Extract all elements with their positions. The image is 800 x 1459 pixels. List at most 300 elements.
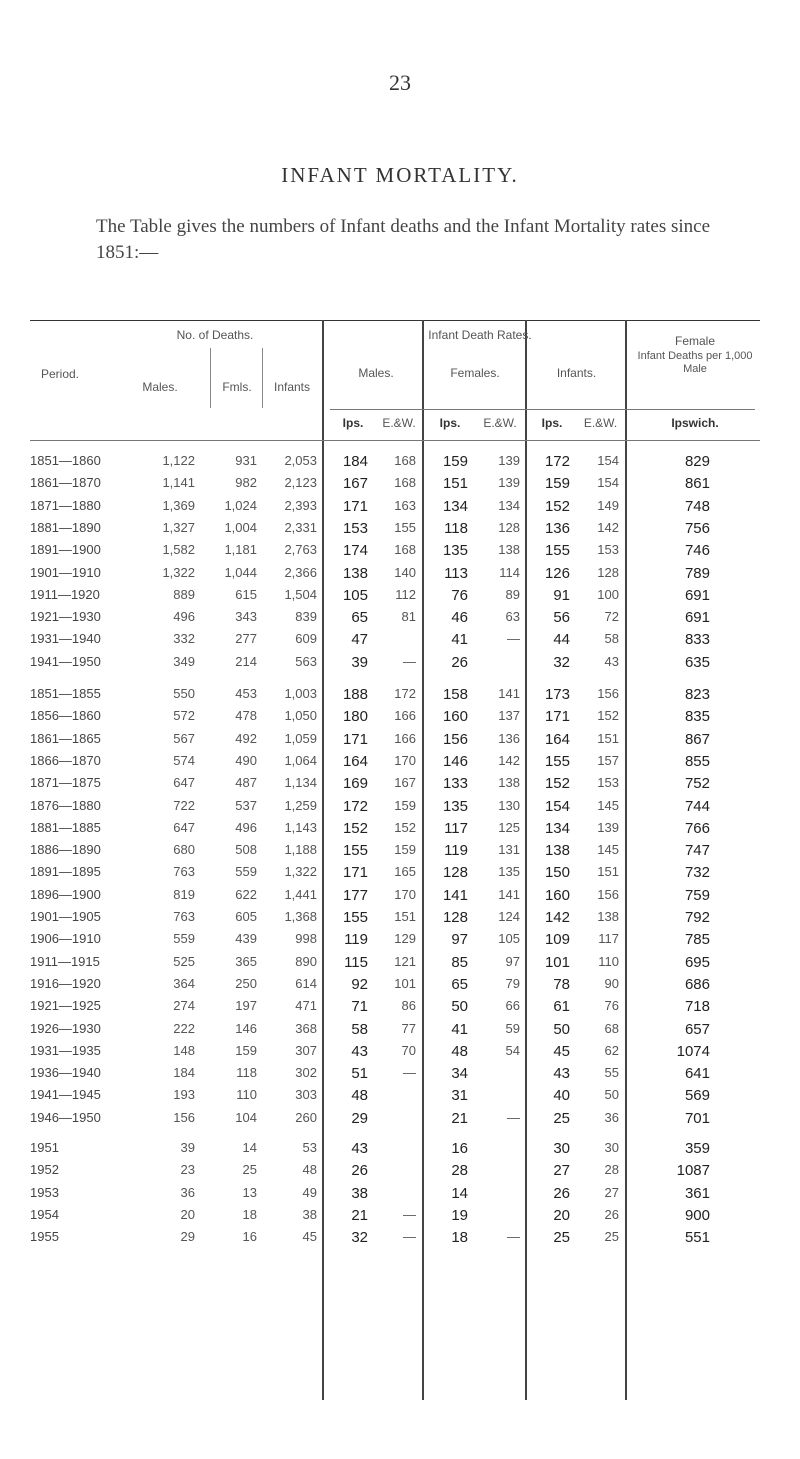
- fmls-cell: 559: [235, 864, 257, 880]
- infants-ips-cell: 159: [544, 475, 570, 493]
- females-ew-cell: 134: [498, 497, 520, 513]
- infants-cell: 2,763: [284, 542, 317, 558]
- males-cell: 222: [173, 1020, 195, 1036]
- females-ew-cell: —: [507, 1109, 520, 1125]
- males-cell: 39: [180, 1140, 195, 1155]
- header-fmls: Fmls.: [222, 380, 252, 394]
- table-row: [30, 1021, 760, 1043]
- males-ips-cell: 171: [342, 864, 368, 882]
- males-cell: 1,122: [162, 453, 195, 468]
- infants-ew-cell: 154: [597, 475, 619, 491]
- table-row: [30, 1043, 760, 1065]
- fmls-cell: 16: [242, 1229, 257, 1245]
- males-ips-cell: 71: [351, 998, 368, 1016]
- infants-cell: 1,134: [284, 775, 317, 791]
- infants-ew-cell: 138: [597, 909, 619, 924]
- males-ew-cell: 163: [394, 497, 416, 513]
- males-ew-cell: 168: [394, 453, 416, 468]
- female-ratio-cell: 785: [684, 931, 710, 949]
- males-ew-cell: 70: [401, 1042, 416, 1058]
- infants-ips-cell: 44: [553, 631, 570, 649]
- infants-ips-cell: 109: [544, 931, 570, 949]
- males-ips-cell: 155: [342, 842, 368, 860]
- fmls-cell: 537: [235, 797, 257, 813]
- males-ips-cell: 43: [351, 1140, 368, 1157]
- males-cell: 1,327: [162, 519, 195, 535]
- infants-ips-cell: 50: [553, 1020, 570, 1038]
- fmls-cell: 25: [242, 1162, 257, 1178]
- males-ips-cell: 167: [342, 475, 368, 493]
- period-cell: 1911—1920: [30, 586, 100, 602]
- table-row: [30, 842, 760, 864]
- females-ew-cell: 63: [505, 609, 520, 625]
- infants-cell: 998: [295, 931, 317, 947]
- females-ew-cell: 59: [505, 1020, 520, 1036]
- males-ew-cell: 151: [394, 909, 416, 924]
- table-row: [30, 820, 760, 842]
- males-ew-cell: 170: [394, 752, 416, 768]
- infants-ew-cell: 43: [604, 653, 619, 669]
- infants-ew-cell: 68: [604, 1020, 619, 1036]
- males-ew-cell: 121: [394, 953, 416, 969]
- males-ips-cell: 184: [342, 453, 368, 470]
- males-ew-cell: 86: [401, 998, 416, 1014]
- female-ratio-cell: 695: [684, 953, 710, 971]
- period-cell: 1861—1870: [30, 475, 101, 491]
- infants-cell: 1,441: [284, 886, 317, 902]
- female-ratio-cell: 792: [684, 909, 710, 926]
- period-cell: 1851—1860: [30, 453, 101, 468]
- infants-cell: 1,003: [284, 686, 317, 701]
- infants-ips-cell: 101: [544, 953, 570, 971]
- table-row: [30, 731, 760, 753]
- subheader-rule: [330, 409, 630, 410]
- period-cell: 1931—1940: [30, 631, 101, 647]
- males-ew-cell: 172: [394, 686, 416, 701]
- infants-ew-cell: 145: [597, 797, 619, 813]
- period-cell: 1891—1895: [30, 864, 101, 880]
- males-ew-cell: 170: [394, 886, 416, 902]
- fmls-cell: 615: [235, 586, 257, 602]
- period-cell: 1881—1890: [30, 519, 101, 535]
- female-ratio-cell: 641: [684, 1065, 710, 1083]
- table-row: [30, 998, 760, 1020]
- period-cell: 1881—1885: [30, 819, 101, 835]
- males-ew-cell: 101: [394, 975, 416, 991]
- header-period: Period.: [40, 367, 80, 381]
- males-ips-cell: 38: [351, 1184, 368, 1202]
- female-ratio-cell: 900: [684, 1206, 710, 1224]
- table-row: [30, 931, 760, 953]
- period-cell: 1951: [30, 1140, 59, 1155]
- fmls-cell: 1,024: [224, 497, 257, 513]
- period-cell: 1941—1950: [30, 653, 101, 669]
- females-ew-cell: 114: [499, 564, 520, 580]
- infants-cell: 1,188: [284, 842, 317, 858]
- ipswich-rule: [630, 409, 755, 410]
- table-row: [30, 498, 760, 520]
- males-ew-cell: 166: [394, 708, 416, 724]
- infants-ips-cell: 171: [544, 708, 570, 726]
- infants-cell: 839: [295, 609, 317, 625]
- males-cell: 156: [173, 1109, 195, 1125]
- males-ew-cell: 159: [394, 842, 416, 858]
- header-males: Males.: [142, 380, 178, 394]
- males-cell: 1,322: [162, 564, 195, 580]
- female-ratio-cell: 657: [684, 1020, 710, 1038]
- females-ips-cell: 156: [442, 730, 468, 748]
- divider-fmls: [210, 348, 211, 408]
- females-ips-cell: 151: [442, 475, 468, 493]
- females-ips-cell: 135: [442, 542, 468, 560]
- female-ratio-cell: 686: [684, 975, 710, 993]
- infants-ips-cell: 173: [544, 686, 570, 703]
- infants-ew-cell: 151: [597, 864, 619, 880]
- infants-ew-cell: 149: [597, 497, 619, 513]
- males-cell: 567: [173, 730, 195, 746]
- females-ips-cell: 118: [444, 519, 468, 537]
- infants-ew-cell: 156: [597, 886, 619, 902]
- table-row: [30, 887, 760, 909]
- table-row: [30, 1110, 760, 1132]
- period-cell: 1936—1940: [30, 1065, 101, 1081]
- males-ips-cell: 174: [342, 542, 368, 560]
- infants-ew-cell: 117: [598, 931, 619, 947]
- males-cell: 148: [173, 1042, 195, 1058]
- males-cell: 1,582: [162, 542, 195, 558]
- infants-ew-cell: 90: [604, 975, 619, 991]
- female-ratio-cell: 748: [684, 497, 710, 515]
- infants-cell: 2,393: [284, 497, 317, 513]
- header-no-of-deaths: No. of Deaths.: [176, 328, 254, 342]
- period-cell: 1866—1870: [30, 752, 101, 768]
- infants-ew-cell: 157: [597, 752, 619, 768]
- infants-ips-cell: 138: [544, 842, 570, 860]
- female-ratio-cell: 691: [684, 586, 710, 604]
- infants-cell: 45: [302, 1229, 317, 1245]
- infants-ew-cell: 110: [598, 953, 619, 969]
- infants-ew-cell: 154: [597, 453, 619, 468]
- header-female: Female: [674, 334, 715, 348]
- males-ips-cell: 48: [351, 1087, 368, 1105]
- infants-ew-cell: 100: [597, 586, 619, 602]
- males-ips-cell: 21: [351, 1206, 368, 1224]
- females-ew-cell: 66: [505, 998, 520, 1014]
- divider-infants: [262, 348, 263, 408]
- males-cell: 550: [173, 686, 195, 701]
- males-cell: 332: [173, 631, 195, 647]
- males-ew-cell: 152: [394, 819, 416, 835]
- infants-ips-cell: 155: [544, 542, 570, 560]
- infants-ips-cell: 61: [553, 998, 570, 1016]
- females-ew-cell: 128: [498, 519, 520, 535]
- males-cell: 763: [173, 864, 195, 880]
- fmls-cell: 13: [242, 1184, 257, 1200]
- fmls-cell: 365: [235, 953, 257, 969]
- females-ew-cell: —: [507, 1229, 520, 1245]
- fmls-cell: 1,044: [224, 564, 257, 580]
- females-ew-cell: 130: [498, 797, 520, 813]
- table-row: [30, 1229, 760, 1251]
- period-cell: 1952: [30, 1162, 59, 1178]
- header-f-ew: E.&W.: [483, 416, 517, 430]
- infants-ew-cell: 62: [604, 1042, 619, 1058]
- infants-ips-cell: 25: [553, 1109, 570, 1127]
- table-row: [30, 1140, 760, 1162]
- females-ips-cell: 21: [451, 1109, 468, 1127]
- period-cell: 1926—1930: [30, 1020, 101, 1036]
- period-cell: 1891—1900: [30, 542, 101, 558]
- female-ratio-cell: 1074: [676, 1042, 710, 1060]
- page-title: INFANT MORTALITY.: [281, 163, 519, 187]
- fmls-cell: 250: [235, 975, 257, 991]
- females-ips-cell: 28: [451, 1162, 468, 1180]
- table-row: [30, 1162, 760, 1184]
- females-ew-cell: 139: [498, 475, 520, 491]
- males-ips-cell: 105: [342, 586, 368, 604]
- females-ips-cell: 34: [451, 1065, 468, 1083]
- males-ew-cell: 77: [401, 1020, 416, 1036]
- infants-ew-cell: 36: [604, 1109, 619, 1125]
- table-row: [30, 798, 760, 820]
- header-ipswich: Ipswich.: [671, 416, 719, 430]
- infants-ew-cell: 50: [604, 1087, 619, 1103]
- males-ips-cell: 51: [351, 1065, 368, 1083]
- males-ips-cell: 155: [342, 909, 368, 926]
- males-ips-cell: 169: [342, 775, 368, 793]
- infants-cell: 48: [302, 1162, 317, 1178]
- infants-cell: 53: [302, 1140, 317, 1155]
- fmls-cell: 197: [235, 998, 257, 1014]
- females-ew-cell: 125: [498, 819, 520, 835]
- infants-ew-cell: 26: [604, 1206, 619, 1222]
- table-row: [30, 453, 760, 475]
- table-row: [30, 587, 760, 609]
- males-ips-cell: 32: [351, 1229, 368, 1247]
- infants-ips-cell: 43: [553, 1065, 570, 1083]
- females-ips-cell: 134: [442, 497, 468, 515]
- males-ips-cell: 92: [351, 975, 368, 993]
- header-f-ips: Ips.: [439, 416, 461, 430]
- infants-ips-cell: 150: [544, 864, 570, 882]
- infants-ew-cell: 156: [597, 686, 619, 701]
- infants-cell: 1,143: [284, 819, 317, 835]
- fmls-cell: 605: [235, 909, 257, 924]
- males-ips-cell: 119: [344, 931, 368, 949]
- infants-ips-cell: 25: [553, 1229, 570, 1247]
- females-ew-cell: 135: [498, 864, 520, 880]
- period-cell: 1954: [30, 1206, 59, 1222]
- females-ew-cell: 136: [498, 730, 520, 746]
- period-cell: 1876—1880: [30, 797, 101, 813]
- table-row: [30, 708, 760, 730]
- infants-cell: 1,504: [284, 586, 317, 602]
- females-ips-cell: 97: [451, 931, 468, 949]
- infants-ips-cell: 91: [553, 586, 570, 604]
- females-ips-cell: 41: [451, 1020, 468, 1038]
- infants-cell: 368: [295, 1020, 317, 1036]
- female-ratio-cell: 766: [684, 819, 710, 837]
- table-row: [30, 1087, 760, 1109]
- header-i-ew: E.&W.: [583, 416, 618, 430]
- fmls-cell: 118: [236, 1065, 257, 1081]
- female-ratio-cell: 867: [684, 730, 710, 748]
- infants-ew-cell: 152: [597, 708, 619, 724]
- period-cell: 1901—1910: [30, 564, 101, 580]
- period-cell: 1941—1945: [30, 1087, 101, 1103]
- males-cell: 559: [173, 931, 195, 947]
- males-ew-cell: —: [403, 1206, 416, 1222]
- females-ips-cell: 65: [451, 975, 468, 993]
- female-ratio-cell: 789: [684, 564, 710, 582]
- female-ratio-cell: 835: [684, 708, 710, 726]
- period-cell: 1906—1910: [30, 931, 101, 947]
- females-ew-cell: —: [507, 631, 520, 647]
- males-cell: 763: [173, 909, 195, 924]
- fmls-cell: 490: [235, 752, 257, 768]
- males-cell: 184: [173, 1065, 195, 1081]
- header-m-ew: E.&W.: [382, 416, 416, 430]
- table-row: [30, 864, 760, 886]
- males-ips-cell: 43: [351, 1042, 368, 1060]
- males-ips-cell: 65: [351, 609, 368, 627]
- infants-ew-cell: 25: [604, 1229, 619, 1245]
- fmls-cell: 214: [235, 653, 257, 669]
- female-ratio-cell: 569: [684, 1087, 710, 1105]
- fmls-cell: 931: [235, 453, 257, 468]
- females-ew-cell: 138: [498, 775, 520, 791]
- females-ips-cell: 133: [442, 775, 468, 793]
- males-ew-cell: 140: [394, 564, 416, 580]
- period-cell: 1921—1930: [30, 609, 101, 625]
- infants-cell: 1,059: [284, 730, 317, 746]
- infants-ips-cell: 136: [544, 519, 570, 537]
- males-cell: 23: [180, 1162, 195, 1178]
- males-cell: 193: [173, 1087, 195, 1103]
- males-ew-cell: 155: [394, 519, 416, 535]
- females-ew-cell: 141: [498, 886, 520, 902]
- males-cell: 274: [173, 998, 195, 1014]
- males-ips-cell: 152: [342, 819, 368, 837]
- female-ratio-cell: 361: [684, 1184, 710, 1202]
- fmls-cell: 478: [235, 708, 257, 724]
- fmls-cell: 146: [235, 1020, 257, 1036]
- males-ew-cell: —: [403, 1065, 416, 1081]
- female-ratio-cell: 746: [684, 542, 710, 560]
- table-row: [30, 609, 760, 631]
- females-ips-cell: 146: [442, 752, 468, 770]
- fmls-cell: 104: [235, 1109, 257, 1125]
- females-ew-cell: 89: [505, 586, 520, 602]
- infants-ips-cell: 78: [553, 975, 570, 993]
- table-row: [30, 565, 760, 587]
- female-ratio-cell: 759: [684, 886, 710, 904]
- infants-ips-cell: 152: [544, 497, 570, 515]
- fmls-cell: 110: [236, 1087, 257, 1103]
- females-ips-cell: 50: [451, 998, 468, 1016]
- header-female-sub: Infant Deaths per 1,000 Male: [637, 350, 753, 375]
- infants-cell: 49: [302, 1184, 317, 1200]
- female-ratio-cell: 701: [684, 1109, 710, 1127]
- infants-ips-cell: 56: [553, 609, 570, 627]
- males-ew-cell: 129: [394, 931, 416, 947]
- females-ew-cell: 79: [505, 975, 520, 991]
- females-ips-cell: 46: [451, 609, 468, 627]
- table-row: [30, 1065, 760, 1087]
- males-ips-cell: 39: [351, 653, 368, 671]
- fmls-cell: 508: [235, 842, 257, 858]
- period-cell: 1901—1905: [30, 909, 101, 924]
- infants-cell: 614: [295, 975, 317, 991]
- period-cell: 1871—1875: [30, 775, 101, 791]
- males-ips-cell: 164: [342, 752, 368, 770]
- fmls-cell: 492: [235, 730, 257, 746]
- female-ratio-cell: 833: [684, 631, 710, 649]
- males-cell: 364: [173, 975, 195, 991]
- males-cell: 889: [173, 586, 195, 602]
- female-ratio-cell: 1087: [676, 1162, 710, 1180]
- males-ew-cell: 168: [394, 475, 416, 491]
- period-cell: 1861—1865: [30, 730, 101, 746]
- fmls-cell: 18: [242, 1206, 257, 1222]
- males-ips-cell: 177: [342, 886, 368, 904]
- period-cell: 1871—1880: [30, 497, 101, 513]
- header-rates-males: Males.: [358, 366, 394, 380]
- table-row: [30, 631, 760, 653]
- female-ratio-cell: 635: [684, 653, 710, 671]
- infants-ips-cell: 20: [553, 1206, 570, 1224]
- males-ew-cell: —: [403, 1229, 416, 1245]
- infants-cell: 260: [295, 1109, 317, 1125]
- females-ew-cell: 142: [498, 752, 520, 768]
- females-ew-cell: 105: [498, 931, 520, 947]
- females-ips-cell: 135: [442, 797, 468, 815]
- infants-ips-cell: 126: [544, 564, 570, 582]
- males-ew-cell: 168: [394, 542, 416, 558]
- infants-cell: 2,053: [284, 453, 317, 468]
- infants-ips-cell: 27: [553, 1162, 570, 1180]
- females-ips-cell: 141: [442, 886, 468, 904]
- males-cell: 680: [173, 842, 195, 858]
- infants-ew-cell: 151: [597, 730, 619, 746]
- fmls-cell: 277: [235, 631, 257, 647]
- infants-cell: 302: [295, 1065, 317, 1081]
- female-ratio-cell: 855: [684, 752, 710, 770]
- males-ips-cell: 26: [351, 1162, 368, 1180]
- period-cell: 1955: [30, 1229, 59, 1245]
- males-cell: 572: [173, 708, 195, 724]
- males-cell: 36: [180, 1184, 195, 1200]
- males-cell: 20: [180, 1206, 195, 1222]
- fmls-cell: 487: [235, 775, 257, 791]
- females-ips-cell: 26: [451, 653, 468, 671]
- table-row: [30, 954, 760, 976]
- female-ratio-cell: 718: [684, 998, 710, 1016]
- female-ratio-cell: 861: [684, 475, 710, 493]
- header-infant-death-rates: Infant Death Rates.: [428, 328, 532, 342]
- header-m-ips: Ips.: [342, 416, 364, 430]
- infants-cell: 1,259: [284, 797, 317, 813]
- fmls-cell: 1,181: [224, 542, 257, 558]
- males-cell: 722: [173, 797, 195, 813]
- males-ips-cell: 171: [342, 730, 368, 748]
- table-row: [30, 520, 760, 542]
- period-cell: 1851—1855: [30, 686, 101, 701]
- males-ew-cell: 81: [401, 609, 416, 625]
- infants-ips-cell: 26: [553, 1184, 570, 1202]
- fmls-cell: 496: [235, 819, 257, 835]
- males-ips-cell: 58: [351, 1020, 368, 1038]
